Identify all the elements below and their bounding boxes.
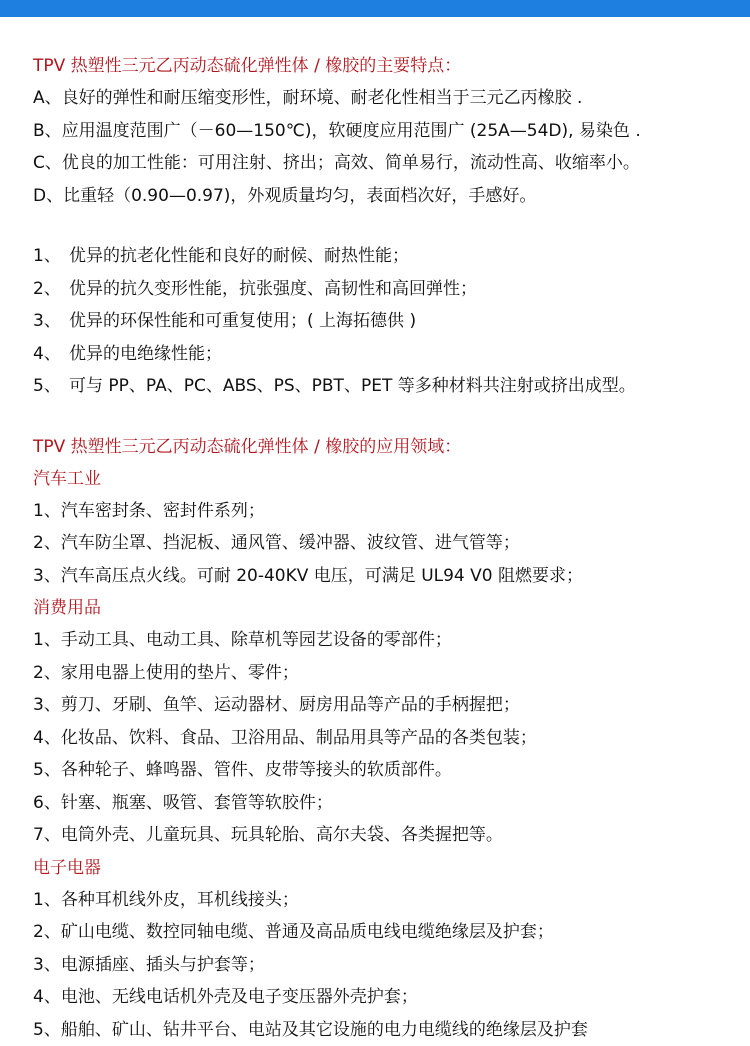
list-item: 2、汽车防尘罩、挡泥板、通风管、缓冲器、波纹管、进气管等； <box>33 527 733 560</box>
advantage-item <box>33 370 733 403</box>
advantage-text: 优异的抗久变形性能，抗张强度、高韧性和高回弹性； <box>69 273 477 306</box>
applications-title: TPV 热塑性三元乙丙动态硫化弹性体 / 橡胶的应用领域： <box>33 431 733 463</box>
list-item: 6、针塞、瓶塞、吸管、套管等软胶件； <box>33 787 733 820</box>
feature-line: A、良好的弹性和耐压缩变形性，耐环境、耐老化性相当于三元乙丙橡胶 . <box>33 82 733 115</box>
advantage-text: 优异的抗老化性能和良好的耐候、耐热性能； <box>69 240 409 273</box>
advantage-number: 4、 <box>33 338 69 371</box>
advantage-item <box>33 240 733 273</box>
list-item: 4、化妆品、饮料、食品、卫浴用品、制品用具等产品的各类包装； <box>33 722 733 755</box>
advantage-number: 1、 <box>33 240 69 273</box>
advantage-item <box>33 338 733 371</box>
top-banner-bar <box>0 0 750 17</box>
list-item: 3、电源插座、插头与护套等； <box>33 949 733 982</box>
advantage-item <box>33 273 733 306</box>
section-heading-electronics: 电子电器 <box>33 852 733 884</box>
list-item: 5、船舶、矿山、钻井平台、电站及其它设施的电力电缆线的绝缘层及护套 <box>33 1014 733 1046</box>
list-item: 3、剪刀、牙刷、鱼竿、运动器材、厨房用品等产品的手柄握把； <box>33 689 733 722</box>
list-item: 1、汽车密封条、密封件系列； <box>33 495 733 528</box>
list-item: 5、各种轮子、蜂鸣器、管件、皮带等接头的软质部件。 <box>33 754 733 787</box>
list-item: 2、家用电器上使用的垫片、零件； <box>33 657 733 690</box>
section-heading-automotive: 汽车工业 <box>33 463 733 495</box>
list-item: 1、各种耳机线外皮，耳机线接头； <box>33 884 733 917</box>
document-body <box>33 50 733 1046</box>
list-item: 4、电池、无线电话机外壳及电子变压器外壳护套； <box>33 981 733 1014</box>
features-title: TPV 热塑性三元乙丙动态硫化弹性体 / 橡胶的主要特点： <box>33 50 733 82</box>
advantage-text: 优异的电绝缘性能； <box>69 338 222 371</box>
advantage-number: 2、 <box>33 273 69 306</box>
advantage-number: 5、 <box>33 370 69 403</box>
feature-line: B、应用温度范围广（－60—150℃)，软硬度应用范围广 (25A—54D), 易染色 . <box>33 115 733 148</box>
list-item: 2、矿山电缆、数控同轴电缆、普通及高品质电线电缆绝缘层及护套； <box>33 916 733 949</box>
list-item: 7、电筒外壳、儿童玩具、玩具轮胎、高尔夫袋、各类握把等。 <box>33 819 733 852</box>
feature-line: D、比重轻（0.90—0.97)，外观质量均匀，表面档次好，手感好。 <box>33 180 733 213</box>
advantage-item <box>33 305 733 338</box>
advantage-text: 优异的环保性能和可重复使用；( 上海拓德供 ) <box>69 305 416 338</box>
list-item: 3、汽车高压点火线。可耐 20-40KV 电压，可满足 UL94 V0 阻燃要求； <box>33 560 733 593</box>
advantage-number: 3、 <box>33 305 69 338</box>
list-item: 1、手动工具、电动工具、除草机等园艺设备的零部件； <box>33 624 733 657</box>
feature-line: C、优良的加工性能：可用注射、挤出；高效、简单易行，流动性高、收缩率小。 <box>33 147 733 180</box>
section-heading-consumer: 消费用品 <box>33 592 733 624</box>
advantage-text: 可与 PP、PA、PC、ABS、PS、PBT、PET 等多种材料共注射或挤出成型。 <box>69 370 636 403</box>
